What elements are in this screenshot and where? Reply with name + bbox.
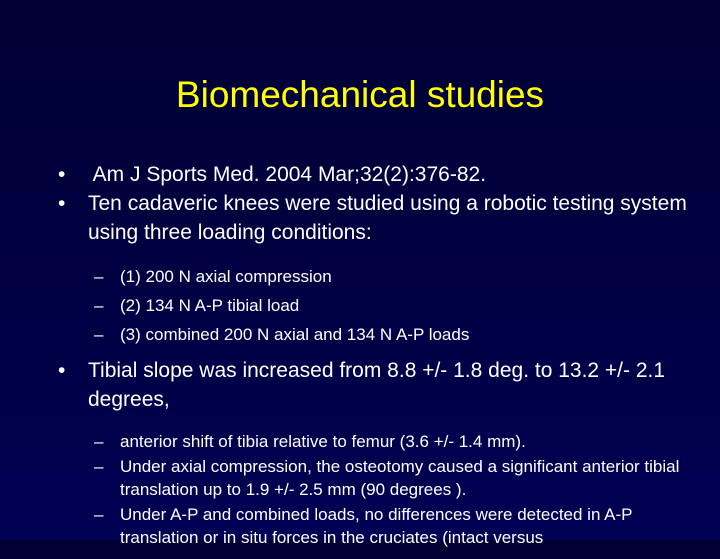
bullet-citation [0,160,720,189]
bullet-text: Tibial slope was increased from 8.8 +/- 1.8 deg. to 13.2 +/- 2.1 degrees, [88,359,666,411]
bullet-text: Ten cadaveric knees were studied using a robotic testing system using three loading conditions: [88,192,687,244]
sub-bullet [0,503,720,549]
sub-bullet-text: Under axial compression, the osteotomy caused a significant anterior tibial translation up to 1.9 +/- 2.5 mm (90 degrees ). [120,457,680,499]
sub-bullet-text: (2) 134 N A-P tibial load [120,296,300,315]
bullet-tibial-slope [0,356,720,414]
dash-marker: – [94,505,104,524]
dash-marker: – [94,296,104,315]
sub-bullet [0,265,720,288]
sub-bullet [0,455,720,501]
findings-list [0,430,720,549]
dash-marker: – [94,267,104,286]
loading-conditions-list [0,265,720,346]
bullet-study-design [0,189,720,247]
sub-bullet [0,430,720,453]
sub-bullet-text: (3) combined 200 N axial and 134 N A-P loads [120,325,470,344]
bullet-text: Am J Sports Med. 2004 Mar;32(2):376-82. [88,163,487,186]
slide-title: Biomechanical studies [175,74,545,115]
dash-marker: – [94,457,104,476]
sub-bullet [0,323,720,346]
sub-bullet [0,294,720,317]
sub-bullet-text: Under A-P and combined loads, no differences were detected in A-P translation or in situ forces in the cruciates (intact versus [120,505,633,547]
sub-bullet-text: (1) 200 N axial compression [120,267,332,286]
bullet-marker: • [58,163,66,186]
bullet-marker: • [58,192,66,215]
slide-body [0,160,720,559]
sub-bullet-text: anterior shift of tibia relative to femur (3.6 +/- 1.4 mm). [120,432,526,451]
dash-marker: – [94,432,104,451]
dash-marker: – [94,325,104,344]
bullet-marker: • [58,359,66,382]
